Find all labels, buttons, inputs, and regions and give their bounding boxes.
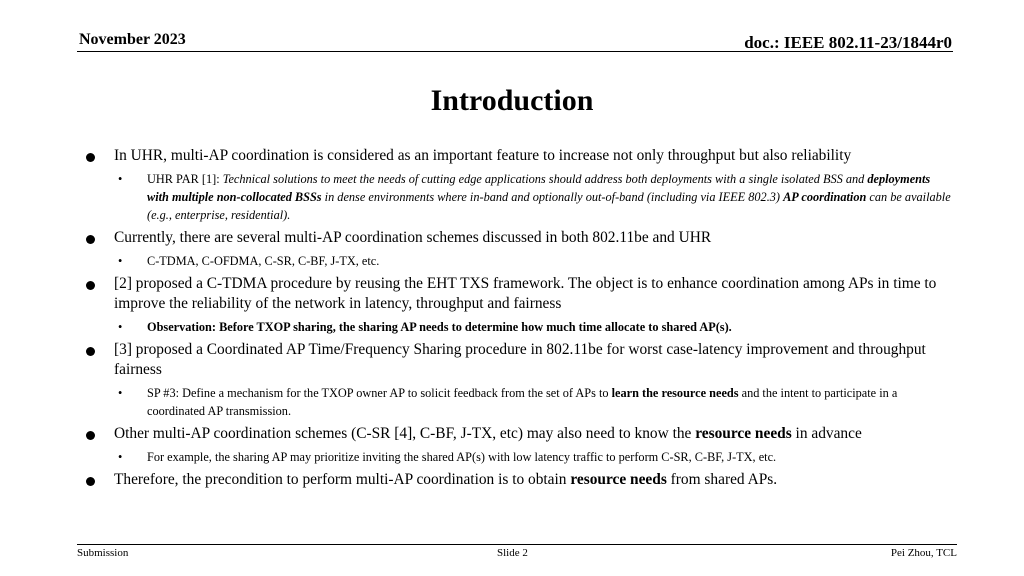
sub-bullet-icon: • xyxy=(118,254,123,268)
bullet-5-sub-1 xyxy=(84,448,954,466)
header-doc-id: doc.: IEEE 802.11-23/1844r0 xyxy=(744,33,952,52)
bullet-dot-icon xyxy=(86,477,95,486)
slide-title: Introduction xyxy=(430,84,594,117)
sub-bullet-icon: • xyxy=(118,320,123,334)
par-quote-2: in dense environments where in-band and optionally out-of-band (including via IEEE 802.3) xyxy=(321,190,784,204)
bullet-dot-icon xyxy=(86,235,95,244)
sp3-bold: learn the resource needs xyxy=(611,386,739,400)
par-quote-bold-1: deployments with multiple non-collocated BSSs xyxy=(147,172,931,204)
slide-body xyxy=(84,146,954,494)
bullet-6 xyxy=(84,470,954,490)
bullet-6-text-1: Therefore, the precondition to perform multi-AP coordination is to obtain xyxy=(114,471,571,488)
bullet-6-bold: resource needs xyxy=(570,471,667,488)
observation-text: Observation: Before TXOP sharing, the sharing AP needs to determine how much time allocate to shared AP(s). xyxy=(147,320,732,334)
bullet-4-text: [3] proposed a Coordinated AP Time/Frequency Sharing procedure in 802.11be for worst case-latency improvement and throughput fairness xyxy=(114,341,926,378)
par-quote-1: Technical solutions to meet the needs of cutting edge applications should address both deployments with a single isolated BSS and xyxy=(222,172,868,186)
par-quote-bold-2: AP coordination xyxy=(783,190,867,204)
bullet-3-text: [2] proposed a C-TDMA procedure by reusing the EHT TXS framework. The object is to enhance coordination among APs in time to improve the reliability of the network in latency, throughput and fairness xyxy=(114,275,937,312)
bullet-5-bold: resource needs xyxy=(695,425,792,442)
sub-bullet-icon: • xyxy=(118,172,123,186)
footer-divider xyxy=(77,544,957,545)
bullet-5 xyxy=(84,424,954,444)
footer-slide-number: Slide 2 xyxy=(497,547,528,559)
bullet-dot-icon xyxy=(86,431,95,440)
bullet-1-sub-1 xyxy=(84,170,954,224)
bullet-6-text-2: from shared APs. xyxy=(666,471,778,488)
par-quote-3: can be available (e.g., enterprise, residential). xyxy=(147,190,951,222)
bullet-1 xyxy=(84,146,954,166)
sp3-text-1: SP #3: Define a mechanism for the TXOP owner AP to solicit feedback from the set of APs to xyxy=(147,386,612,400)
bullet-2-sub-1-text: C-TDMA, C-OFDMA, C-SR, C-BF, J-TX, etc. xyxy=(147,254,380,268)
header-divider xyxy=(77,51,953,52)
header-date: November 2023 xyxy=(79,31,186,48)
sp3-text-2: and the intent to participate in a coordinated AP transmission. xyxy=(147,386,898,418)
sub-bullet-icon: • xyxy=(118,450,123,464)
par-prefix: UHR PAR [1]: xyxy=(147,172,223,186)
sub-bullet-icon: • xyxy=(118,386,123,400)
bullet-3 xyxy=(84,274,954,314)
bullet-2-text: Currently, there are several multi-AP coordination schemes discussed in both 802.11be and UHR xyxy=(114,229,712,246)
bullet-2 xyxy=(84,228,954,248)
bullet-5-text-1: Other multi-AP coordination schemes (C-SR [4], C-BF, J-TX, etc) may also need to know the xyxy=(114,425,696,442)
bullet-dot-icon xyxy=(86,281,95,290)
bullet-4-sub-1 xyxy=(84,384,954,420)
bullet-3-sub-1 xyxy=(84,318,954,336)
bullet-1-text: In UHR, multi-AP coordination is considered as an important feature to increase not only throughput but also reliability xyxy=(114,147,852,164)
bullet-5-sub-1-text: For example, the sharing AP may prioritize inviting the shared AP(s) with low latency traffic to perform C-SR, C-BF, J-TX, etc. xyxy=(147,450,777,464)
footer-author: Pei Zhou, TCL xyxy=(890,547,957,559)
bullet-dot-icon xyxy=(86,153,95,162)
bullet-dot-icon xyxy=(86,347,95,356)
footer-submission: Submission xyxy=(77,547,129,559)
bullet-5-text-2: in advance xyxy=(791,425,862,442)
bullet-4 xyxy=(84,340,954,380)
bullet-2-sub-1 xyxy=(84,252,954,270)
